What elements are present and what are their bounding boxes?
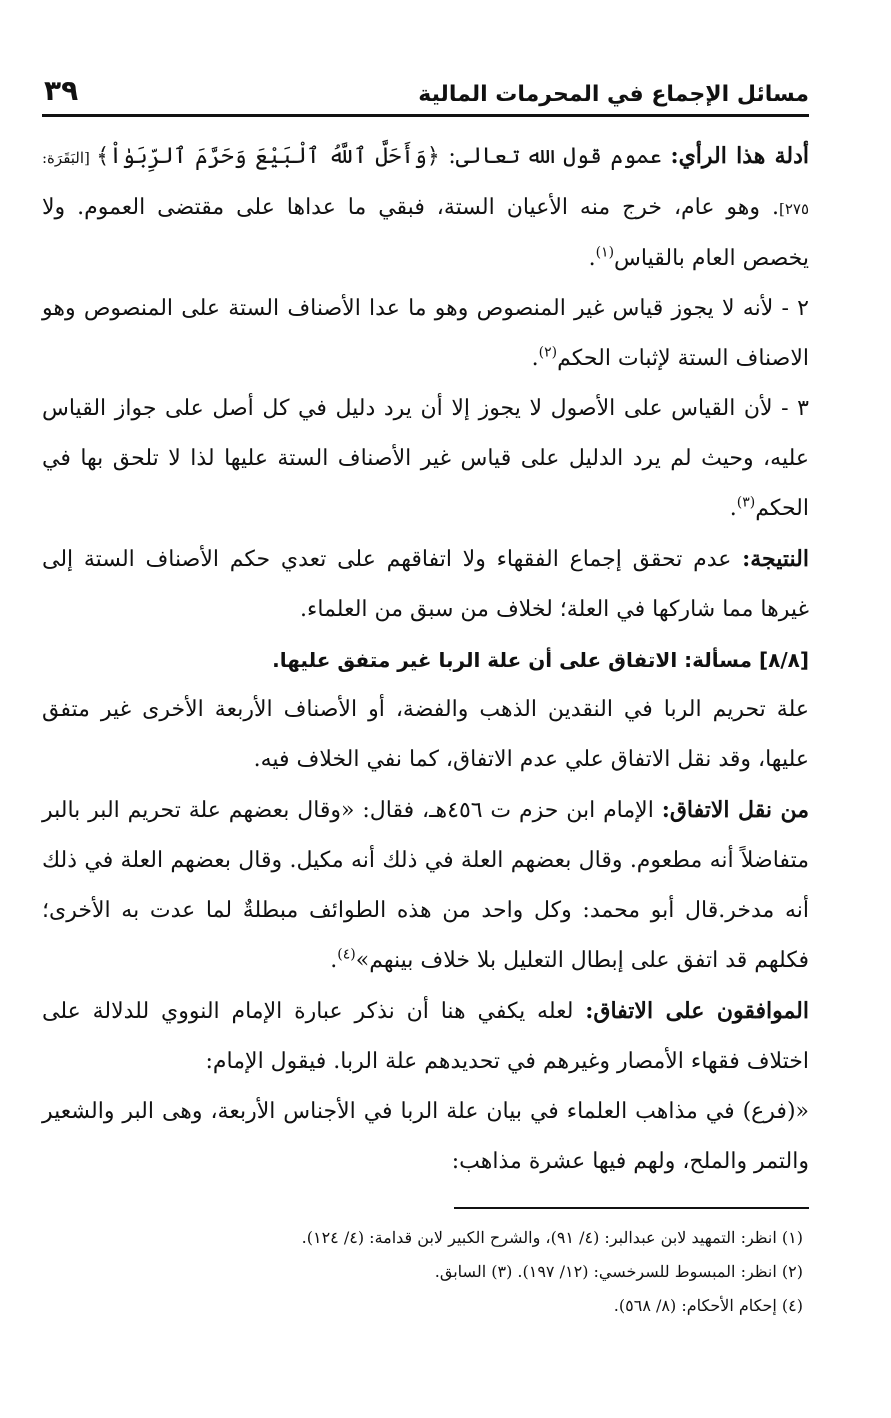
footnote-divider (454, 1207, 809, 1209)
paragraph-text: «(فرع) في مذاهب العلماء في بيان علة الربا في الأجناس الأربعة، وهى البر والشعير والتمر والملح، ولهم فيها عشرة مذاهب: (42, 1099, 809, 1174)
page-header (42, 66, 809, 117)
footnote-marker: (٣) (736, 494, 756, 511)
paragraph-result (42, 534, 809, 635)
paragraph-end: . (330, 948, 338, 973)
paragraph-evidence (42, 131, 809, 284)
paragraph-point-2 (42, 284, 809, 384)
paragraph-text: لعله يكفي هنا أن نذكر عبارة الإمام النووي للدلالة على اختلاف فقهاء الأمصار وغيرهم في تحديدهم علة الربا. فيقول الإمام: (42, 999, 809, 1074)
paragraph-lead: أدلة هذا الرأي: (670, 143, 809, 169)
paragraph-end: . (729, 496, 737, 521)
footnote-4: (٤) إحكام الأحكام: (٨/ ٥٦٨). (613, 1296, 803, 1315)
paragraph-intro (42, 685, 809, 785)
paragraph-lead: الموافقون على الاتفاق: (585, 998, 809, 1024)
paragraph-text: الإمام ابن حزم ت ٤٥٦هـ، فقال: «وقال بعضهم علة تحريم البر بالبر متفاضلاً أنه مطعوم. وقال بعضهم العلة في ذلك أنه مكيل. وقال بعضهم العلة في ذلك أنه مدخر.قال أبو محمد: وكل واحد من هذه الطوائف مبطلةٌ لما عدت به الأخرى؛ فكلهم قد اتفق على إبطال التعليل بلا خلاف بينهم» (42, 798, 809, 973)
body-text (42, 131, 809, 1187)
paragraph-point-3 (42, 384, 809, 534)
paragraph-text: علة تحريم الربا في النقدين الذهب والفضة، أو الأصناف الأربعة الأخرى غير متفق عليها، وقد نقل الاتفاق علي عدم الاتفاق، كما نفي الخلاف فيه. (42, 697, 809, 772)
paragraph-ibn-hazm (42, 785, 809, 986)
verse-reference: [البَقَرَة: ٢٧٥] (42, 149, 809, 218)
footnotes (42, 1221, 809, 1323)
footnote-marker: (١) (595, 244, 615, 261)
paragraph-lead: النتيجة: (742, 546, 809, 572)
paragraph-text: عدم تحقق إجماع الفقهاء ولا اتفاقهم على تعدي حكم الأصناف الستة إلى غيرها مما شاركها في العلة؛ لخلاف من سبق من العلماء. (42, 547, 809, 622)
paragraph-text: . وهو عام، خرج منه الأعيان الستة، فبقي ما عداها على مقتضى العموم. ولا يخصص العام بالقياس (42, 195, 809, 271)
footnote-marker: (٢) (538, 344, 558, 361)
section-heading: [٨/٨] مسألة: الاتفاق على أن علة الربا غير متفق عليها. (272, 648, 809, 672)
paragraph-text: ٣ - لأن القياس على الأصول لا يجوز إلا أن يرد دليل في كل أصل على جواز القياس عليه، وحيث لم يرد الدليل على قياس غير الأصناف الستة عليها لذا لا تلحق بها في الحكم (42, 396, 809, 521)
quran-verse: ﴿وَأَحَلَّ ٱللَّهُ ٱلْبَيْعَ وَحَرَّمَ ٱلرِّبَوٰاْ﴾ (96, 144, 440, 169)
paragraph-quote (42, 1087, 809, 1187)
paragraph-lead: من نقل الاتفاق: (661, 797, 810, 823)
paragraph-text: عموم قول الله تعالى: (439, 144, 671, 169)
page-number: ٣٩ (44, 74, 79, 107)
paragraph-text: ٢ - لأنه لا يجوز قياس غير المنصوص وهو ما عدا الأصناف الستة على المنصوص وهو الاصناف الستة لإثبات الحكم (42, 296, 809, 371)
running-title: مسائل الإجماع في المحرمات المالية (418, 82, 809, 107)
footnote-marker: (٤) (337, 946, 356, 963)
footnote-1: (١) انظر: التمهيد لابن عبدالبر: (٤/ ٩١)، والشرح الكبير لابن قدامة: (٤/ ١٢٤). (301, 1228, 803, 1247)
paragraph-end: . (588, 246, 596, 271)
paragraph-end: . (531, 346, 539, 371)
paragraph-agreeing (42, 986, 809, 1087)
footnote-2-3: (٢) انظر: المبسوط للسرخسي: (١٢/ ١٩٧). (٣) السابق. (434, 1262, 803, 1281)
